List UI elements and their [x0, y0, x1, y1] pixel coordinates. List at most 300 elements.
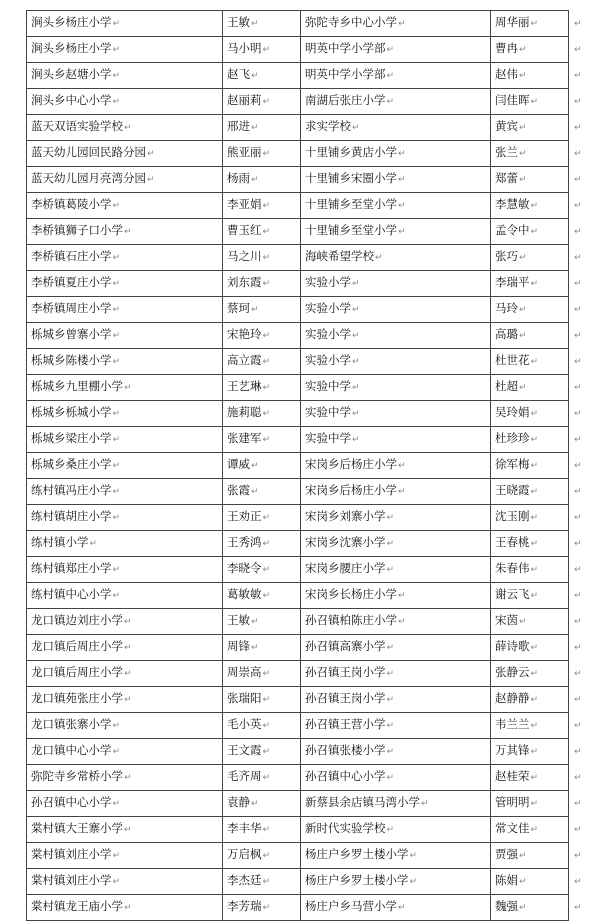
- return-mark-icon: ↵: [574, 825, 582, 835]
- school-cell: [27, 219, 223, 245]
- school-cell: [301, 219, 491, 245]
- table-row: [27, 375, 600, 401]
- return-mark-icon: ↵: [113, 305, 121, 315]
- teacher-cell: [491, 349, 569, 375]
- return-mark-icon: ↵: [113, 747, 121, 757]
- school-cell: [27, 609, 223, 635]
- return-mark-icon: ↵: [574, 97, 582, 107]
- cell-text: 棠村镇大王寨小学: [31, 821, 123, 835]
- teacher-cell: [223, 167, 301, 193]
- cell-text: 曹冉: [495, 41, 518, 55]
- return-mark-icon: ↵: [574, 487, 582, 497]
- cell-text: 张瑞阳: [227, 691, 262, 705]
- table-row: [27, 609, 600, 635]
- return-mark-icon: ↵: [251, 305, 259, 315]
- cell-text: 南湖后张庄小学: [305, 93, 386, 107]
- school-cell: [27, 765, 223, 791]
- school-cell: [301, 427, 491, 453]
- cell-text: 练村镇小学: [31, 535, 89, 549]
- return-mark-icon: ↵: [531, 695, 539, 705]
- return-mark-icon: ↵: [574, 227, 582, 237]
- teacher-cell: [491, 531, 569, 557]
- cell-text: 李慧敏: [495, 197, 530, 211]
- school-cell: [301, 895, 491, 921]
- row-end-cell: [569, 895, 600, 921]
- return-mark-icon: ↵: [387, 825, 395, 835]
- cell-text: 李桥镇周庄小学: [31, 301, 112, 315]
- teacher-cell: [223, 63, 301, 89]
- table-row: [27, 453, 600, 479]
- school-cell: [27, 817, 223, 843]
- table-row: [27, 193, 600, 219]
- return-mark-icon: ↵: [147, 175, 155, 185]
- return-mark-icon: ↵: [251, 123, 259, 133]
- return-mark-icon: ↵: [519, 331, 527, 341]
- return-mark-icon: ↵: [263, 851, 271, 861]
- cell-text: 宋岗乡后杨庄小学: [305, 483, 397, 497]
- teacher-cell: [491, 89, 569, 115]
- teacher-cell: [491, 687, 569, 713]
- teacher-cell: [223, 505, 301, 531]
- return-mark-icon: ↵: [519, 851, 527, 861]
- return-mark-icon: ↵: [387, 643, 395, 653]
- return-mark-icon: ↵: [531, 513, 539, 523]
- school-cell: [27, 661, 223, 687]
- school-cell: [27, 453, 223, 479]
- cell-text: 王晓霞: [495, 483, 530, 497]
- teacher-cell: [223, 739, 301, 765]
- return-mark-icon: ↵: [531, 487, 539, 497]
- return-mark-icon: ↵: [531, 825, 539, 835]
- teacher-cell: [223, 11, 301, 37]
- return-mark-icon: ↵: [574, 45, 582, 55]
- cell-text: 李杰廷: [227, 873, 262, 887]
- return-mark-icon: ↵: [251, 643, 259, 653]
- return-mark-icon: ↵: [574, 903, 582, 913]
- row-end-cell: [569, 869, 600, 895]
- table-row: [27, 349, 600, 375]
- cell-text: 宋岗乡长杨庄小学: [305, 587, 397, 601]
- table-row: [27, 635, 600, 661]
- row-end-cell: [569, 11, 600, 37]
- cell-text: 实验中学: [305, 431, 351, 445]
- cell-text: 实验中学: [305, 379, 351, 393]
- teacher-cell: [491, 193, 569, 219]
- return-mark-icon: ↵: [574, 71, 582, 81]
- school-cell: [27, 791, 223, 817]
- cell-text: 蓝天幼儿园回民路分园: [31, 145, 146, 159]
- teacher-cell: [491, 479, 569, 505]
- school-cell: [27, 245, 223, 271]
- row-end-cell: [569, 271, 600, 297]
- return-mark-icon: ↵: [263, 435, 271, 445]
- teacher-cell: [491, 63, 569, 89]
- school-cell: [301, 89, 491, 115]
- cell-text: 张建军: [227, 431, 262, 445]
- return-mark-icon: ↵: [352, 435, 360, 445]
- school-cell: [301, 739, 491, 765]
- school-cell: [27, 401, 223, 427]
- teacher-cell: [491, 661, 569, 687]
- return-mark-icon: ↵: [263, 539, 271, 549]
- teacher-cell: [491, 271, 569, 297]
- return-mark-icon: ↵: [519, 149, 527, 159]
- return-mark-icon: ↵: [375, 253, 383, 263]
- return-mark-icon: ↵: [398, 903, 406, 913]
- return-mark-icon: ↵: [263, 773, 271, 783]
- school-cell: [301, 115, 491, 141]
- row-end-cell: [569, 193, 600, 219]
- return-mark-icon: ↵: [574, 279, 582, 289]
- school-cell: [301, 583, 491, 609]
- table-row: [27, 37, 600, 63]
- row-end-cell: [569, 115, 600, 141]
- return-mark-icon: ↵: [113, 331, 121, 341]
- cell-text: 棠村镇刘庄小学: [31, 873, 112, 887]
- cell-text: 谭威: [227, 457, 250, 471]
- cell-text: 涧头乡中心小学: [31, 93, 112, 107]
- cell-text: 龙口镇苑张庄小学: [31, 691, 123, 705]
- cell-text: 王春桃: [495, 535, 530, 549]
- cell-text: 孙召镇王营小学: [305, 717, 386, 731]
- cell-text: 孙召镇王岗小学: [305, 665, 386, 679]
- return-mark-icon: ↵: [519, 305, 527, 315]
- return-mark-icon: ↵: [113, 435, 121, 445]
- cell-text: 李桥镇葛陵小学: [31, 197, 112, 211]
- return-mark-icon: ↵: [519, 383, 527, 393]
- school-cell: [301, 245, 491, 271]
- return-mark-icon: ↵: [574, 591, 582, 601]
- return-mark-icon: ↵: [263, 357, 271, 367]
- return-mark-icon: ↵: [387, 513, 395, 523]
- school-cell: [27, 583, 223, 609]
- return-mark-icon: ↵: [519, 617, 527, 627]
- table-row: [27, 869, 600, 895]
- row-end-cell: [569, 427, 600, 453]
- cell-text: 曹玉红: [227, 223, 262, 237]
- return-mark-icon: ↵: [263, 669, 271, 679]
- return-mark-icon: ↵: [352, 409, 360, 419]
- return-mark-icon: ↵: [531, 201, 539, 211]
- cell-text: 管明明: [495, 795, 530, 809]
- return-mark-icon: ↵: [387, 71, 395, 81]
- return-mark-icon: ↵: [398, 591, 406, 601]
- cell-text: 李桥镇石庄小学: [31, 249, 112, 263]
- cell-text: 魏强: [495, 899, 518, 913]
- cell-text: 练村镇中心小学: [31, 587, 112, 601]
- table-row: [27, 687, 600, 713]
- school-cell: [27, 323, 223, 349]
- cell-text: 孙召镇王岗小学: [305, 691, 386, 705]
- row-end-cell: [569, 89, 600, 115]
- cell-text: 邢进: [227, 119, 250, 133]
- school-cell: [27, 115, 223, 141]
- return-mark-icon: ↵: [263, 877, 271, 887]
- school-cell: [301, 141, 491, 167]
- cell-text: 葛敏敏: [227, 587, 262, 601]
- teacher-cell: [491, 453, 569, 479]
- return-mark-icon: ↵: [574, 409, 582, 419]
- teacher-cell: [223, 687, 301, 713]
- row-end-cell: [569, 531, 600, 557]
- return-mark-icon: ↵: [124, 617, 132, 627]
- return-mark-icon: ↵: [531, 279, 539, 289]
- cell-text: 实验中学: [305, 405, 351, 419]
- return-mark-icon: ↵: [113, 591, 121, 601]
- return-mark-icon: ↵: [263, 149, 271, 159]
- cell-text: 实验小学: [305, 353, 351, 367]
- cell-text: 李瑞平: [495, 275, 530, 289]
- return-mark-icon: ↵: [410, 877, 418, 887]
- teacher-cell: [223, 349, 301, 375]
- return-mark-icon: ↵: [263, 825, 271, 835]
- return-mark-icon: ↵: [387, 773, 395, 783]
- table-row: [27, 739, 600, 765]
- cell-text: 十里铺乡黄店小学: [305, 145, 397, 159]
- teacher-cell: [223, 661, 301, 687]
- school-cell: [27, 167, 223, 193]
- return-mark-icon: ↵: [531, 591, 539, 601]
- cell-text: 龙口镇后周庄小学: [31, 665, 123, 679]
- row-end-cell: [569, 843, 600, 869]
- return-mark-icon: ↵: [124, 227, 132, 237]
- return-mark-icon: ↵: [519, 45, 527, 55]
- return-mark-icon: ↵: [113, 513, 121, 523]
- return-mark-icon: ↵: [398, 461, 406, 471]
- school-cell: [27, 869, 223, 895]
- return-mark-icon: ↵: [263, 253, 271, 263]
- return-mark-icon: ↵: [263, 45, 271, 55]
- row-end-cell: [569, 37, 600, 63]
- cell-text: 蓝天双语实验学校: [31, 119, 123, 133]
- cell-text: 马之川: [227, 249, 262, 263]
- cell-text: 求实学校: [305, 119, 351, 133]
- cell-text: 涧头乡杨庄小学: [31, 15, 112, 29]
- return-mark-icon: ↵: [531, 799, 539, 809]
- return-mark-icon: ↵: [90, 539, 98, 549]
- return-mark-icon: ↵: [263, 383, 271, 393]
- school-cell: [301, 557, 491, 583]
- teacher-cell: [223, 713, 301, 739]
- cell-text: 蓝天幼儿园月亮湾分园: [31, 171, 146, 185]
- teacher-cell: [223, 245, 301, 271]
- teacher-cell: [223, 427, 301, 453]
- return-mark-icon: ↵: [531, 539, 539, 549]
- school-cell: [27, 193, 223, 219]
- return-mark-icon: ↵: [251, 617, 259, 627]
- school-cell: [27, 479, 223, 505]
- school-cell: [301, 869, 491, 895]
- table-row: [27, 219, 600, 245]
- teacher-cell: [223, 609, 301, 635]
- return-mark-icon: ↵: [263, 591, 271, 601]
- teacher-cell: [491, 219, 569, 245]
- return-mark-icon: ↵: [519, 877, 527, 887]
- cell-text: 海峡希望学校: [305, 249, 374, 263]
- return-mark-icon: ↵: [124, 643, 132, 653]
- return-mark-icon: ↵: [574, 669, 582, 679]
- return-mark-icon: ↵: [574, 851, 582, 861]
- school-cell: [27, 895, 223, 921]
- school-cell: [301, 479, 491, 505]
- cell-text: 新时代实验学校: [305, 821, 386, 835]
- return-mark-icon: ↵: [251, 175, 259, 185]
- cell-text: 栎城乡九里棚小学: [31, 379, 123, 393]
- return-mark-icon: ↵: [387, 669, 395, 679]
- teacher-cell: [223, 89, 301, 115]
- teacher-cell: [223, 635, 301, 661]
- return-mark-icon: ↵: [263, 227, 271, 237]
- cell-text: 杨庄户乡马营小学: [305, 899, 397, 913]
- table-row: [27, 895, 600, 921]
- school-cell: [27, 89, 223, 115]
- school-cell: [301, 375, 491, 401]
- cell-text: 周锋: [227, 639, 250, 653]
- table-row: [27, 401, 600, 427]
- return-mark-icon: ↵: [574, 123, 582, 133]
- cell-text: 涧头乡赵塘小学: [31, 67, 112, 81]
- teacher-cell: [491, 11, 569, 37]
- return-mark-icon: ↵: [124, 383, 132, 393]
- return-mark-icon: ↵: [251, 71, 259, 81]
- cell-text: 沈玉刚: [495, 509, 530, 523]
- teacher-cell: [223, 583, 301, 609]
- cell-text: 明英中学小学部: [305, 67, 386, 81]
- cell-text: 孙召镇柏陈庄小学: [305, 613, 397, 627]
- teacher-cell: [491, 635, 569, 661]
- teacher-cell: [491, 141, 569, 167]
- return-mark-icon: ↵: [519, 253, 527, 263]
- cell-text: 刘东霞: [227, 275, 262, 289]
- cell-text: 龙口镇中心小学: [31, 743, 112, 757]
- row-end-cell: [569, 791, 600, 817]
- cell-text: 栎城乡曾寨小学: [31, 327, 112, 341]
- row-end-cell: [569, 583, 600, 609]
- return-mark-icon: ↵: [263, 565, 271, 575]
- teacher-cell: [491, 505, 569, 531]
- cell-text: 宋岗乡腰庄小学: [305, 561, 386, 575]
- row-end-cell: [569, 453, 600, 479]
- school-cell: [301, 713, 491, 739]
- row-end-cell: [569, 505, 600, 531]
- teacher-cell: [491, 115, 569, 141]
- cell-text: 棠村镇龙王庙小学: [31, 899, 123, 913]
- school-cell: [27, 843, 223, 869]
- return-mark-icon: ↵: [251, 487, 259, 497]
- return-mark-icon: ↵: [398, 175, 406, 185]
- row-end-cell: [569, 141, 600, 167]
- cell-text: 杨庄户乡罗土楼小学: [305, 873, 409, 887]
- return-mark-icon: ↵: [519, 903, 527, 913]
- cell-text: 十里铺乡宋圈小学: [305, 171, 397, 185]
- cell-text: 李桥镇狮子口小学: [31, 223, 123, 237]
- school-cell: [301, 453, 491, 479]
- return-mark-icon: ↵: [263, 721, 271, 731]
- return-mark-icon: ↵: [531, 721, 539, 731]
- return-mark-icon: ↵: [574, 149, 582, 159]
- cell-text: 弥陀寺乡中心小学: [305, 15, 397, 29]
- table-row: [27, 791, 600, 817]
- row-end-cell: [569, 557, 600, 583]
- cell-text: 宋艳玲: [227, 327, 262, 341]
- cell-text: 王艺琳: [227, 379, 262, 393]
- return-mark-icon: ↵: [519, 71, 527, 81]
- school-cell: [301, 843, 491, 869]
- cell-text: 杜超: [495, 379, 518, 393]
- return-mark-icon: ↵: [574, 643, 582, 653]
- school-cell: [27, 375, 223, 401]
- return-mark-icon: ↵: [574, 877, 582, 887]
- teacher-cell: [223, 323, 301, 349]
- return-mark-icon: ↵: [251, 461, 259, 471]
- return-mark-icon: ↵: [352, 331, 360, 341]
- row-end-cell: [569, 349, 600, 375]
- return-mark-icon: ↵: [263, 331, 271, 341]
- return-mark-icon: ↵: [387, 45, 395, 55]
- return-mark-icon: ↵: [398, 149, 406, 159]
- cell-text: 施莉聪: [227, 405, 262, 419]
- return-mark-icon: ↵: [531, 643, 539, 653]
- return-mark-icon: ↵: [531, 773, 539, 783]
- teacher-cell: [223, 869, 301, 895]
- row-end-cell: [569, 661, 600, 687]
- return-mark-icon: ↵: [352, 305, 360, 315]
- return-mark-icon: ↵: [387, 539, 395, 549]
- return-mark-icon: ↵: [263, 279, 271, 289]
- row-end-cell: [569, 297, 600, 323]
- table-row: [27, 11, 600, 37]
- school-cell: [27, 271, 223, 297]
- teacher-cell: [223, 271, 301, 297]
- cell-text: 栎城乡栎城小学: [31, 405, 112, 419]
- row-end-cell: [569, 167, 600, 193]
- table-row: [27, 505, 600, 531]
- return-mark-icon: ↵: [113, 19, 121, 29]
- cell-text: 赵桂荣: [495, 769, 530, 783]
- cell-text: 李丰华: [227, 821, 262, 835]
- teacher-cell: [491, 739, 569, 765]
- cell-text: 杜珍珍: [495, 431, 530, 445]
- return-mark-icon: ↵: [531, 227, 539, 237]
- return-mark-icon: ↵: [398, 227, 406, 237]
- school-cell: [27, 739, 223, 765]
- school-cell: [27, 63, 223, 89]
- return-mark-icon: ↵: [387, 97, 395, 107]
- cell-text: 十里铺乡至堂小学: [305, 197, 397, 211]
- cell-text: 龙口镇边刘庄小学: [31, 613, 123, 627]
- cell-text: 李亚娟: [227, 197, 262, 211]
- cell-text: 赵伟: [495, 67, 518, 81]
- cell-text: 张兰: [495, 145, 518, 159]
- teacher-cell: [223, 37, 301, 63]
- return-mark-icon: ↵: [531, 435, 539, 445]
- teacher-cell: [223, 115, 301, 141]
- teacher-cell: [491, 895, 569, 921]
- cell-text: 练村镇胡庄小学: [31, 509, 112, 523]
- school-cell: [301, 531, 491, 557]
- return-mark-icon: ↵: [113, 45, 121, 55]
- row-end-cell: [569, 219, 600, 245]
- teacher-cell: [491, 167, 569, 193]
- table-row: [27, 141, 600, 167]
- teacher-cell: [491, 323, 569, 349]
- row-end-cell: [569, 245, 600, 271]
- return-mark-icon: ↵: [574, 253, 582, 263]
- cell-text: 宋岗乡沈寨小学: [305, 535, 386, 549]
- row-end-cell: [569, 63, 600, 89]
- return-mark-icon: ↵: [113, 357, 121, 367]
- school-cell: [301, 505, 491, 531]
